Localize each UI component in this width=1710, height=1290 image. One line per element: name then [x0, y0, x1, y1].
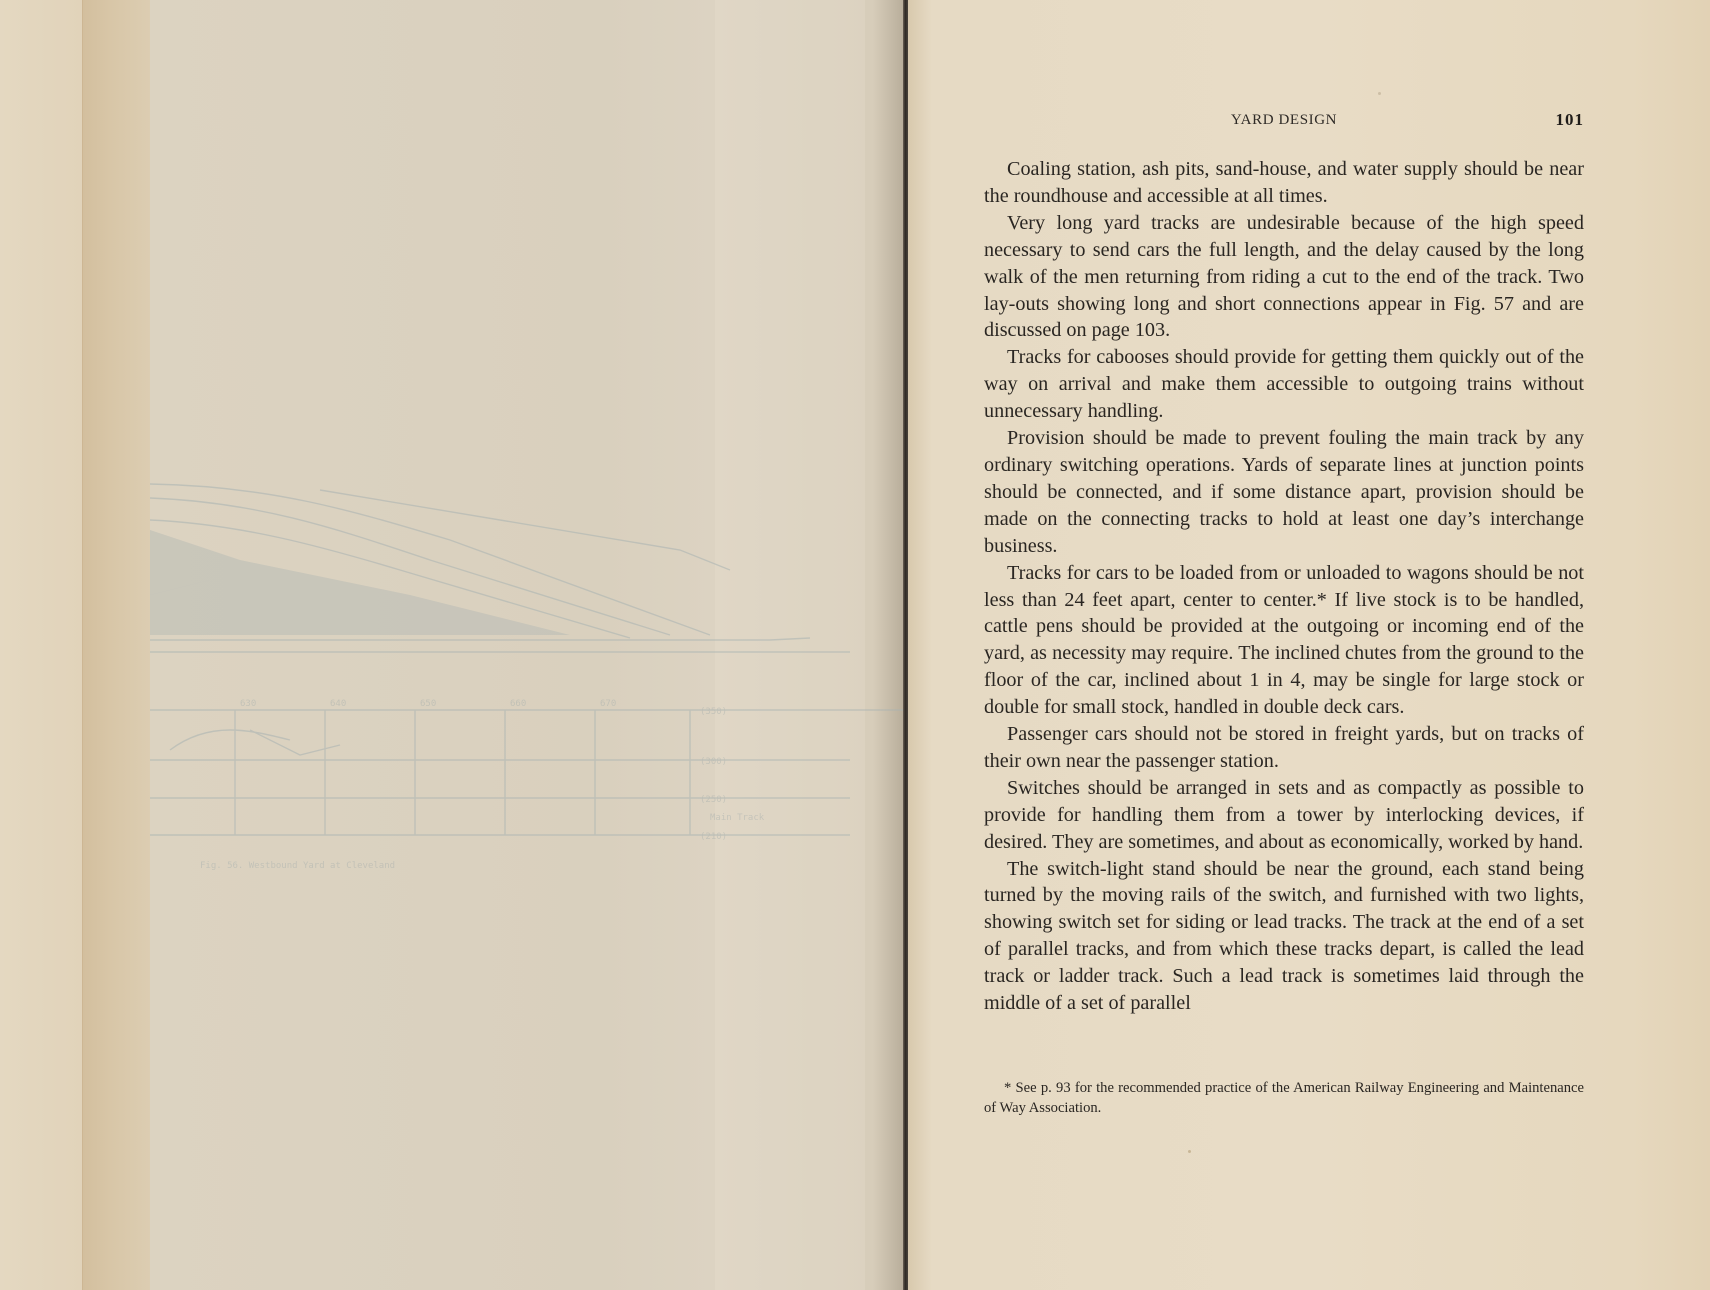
svg-text:(210): (210): [700, 832, 728, 842]
paragraph-passenger-cars: Passenger cars should not be stored in freight yards, but on tracks of their own near the passenger station.: [984, 723, 1584, 772]
chapter-title: YARD DESIGN: [1230, 112, 1338, 128]
paragraph-wagon-tracks: Tracks for cars to be loaded from or unloaded to wagons should be not less than 24 feet apart, center to center.* If live stock is to be handled, cattle pens should be provided at the outgoing or incoming end of the yard, as necessity may require. The inclined chutes from the ground to the floor of the car, inclined about 1 in 4, may be single for large stock or double for small stock, handled in double deck cars.: [984, 561, 1584, 719]
svg-text:630: 630: [240, 699, 257, 709]
paragraph-coaling-station: Coaling station, ash pits, sand-house, and water supply should be near the roundhouse and accessible at all times.: [984, 158, 1584, 207]
show-through-yard-diagram: [150, 420, 903, 880]
left-page-verso: [150, 0, 903, 1290]
paragraph-long-yard-tracks: Very long yard tracks are undesirable because of the high speed necessary to send cars the full length, and the delay caused by the long walk of the men returning from riding a cut to the end of the track. Two lay-outs showing long and short connections appear in Fig. 57 and are discussed on page 103.: [984, 211, 1584, 342]
svg-text:Main Track: Main Track: [710, 813, 765, 823]
svg-text:640: 640: [330, 699, 347, 709]
paragraph-switch-light-stand: The switch-light stand should be near the ground, each stand being turned by the moving rails of the switch, and furnished with two lights, showing switch set for siding or lead tracks. The track at the end of a set of parallel tracks, and from which these tracks depart, is called the lead track or ladder track. Such a lead track is sometimes laid through the middle of a set of parallel: [984, 857, 1584, 1015]
svg-text:660: 660: [510, 699, 527, 709]
running-head: [984, 110, 1584, 132]
footnote: [984, 1079, 1584, 1118]
paragraph-switches: Switches should be arranged in sets and as compactly as possible to provide for handling them from a tower by interlocking devices, if desired. They are sometimes, and about as economically, worked by hand.: [984, 776, 1584, 853]
svg-text:Fig. 56. Westbound Yard at Cle: Fig. 56. Westbound Yard at Cleveland: [200, 861, 396, 871]
svg-text:(250): (250): [700, 795, 728, 805]
right-page-recto: [908, 0, 1710, 1290]
page-edge-stack: [82, 0, 151, 1290]
paragraph-main-track-fouling: Provision should be made to prevent fouling the main track by any ordinary switching operations. Yards of separate lines at junction points should be connected, and if some distance apart, provision should be made on the connecting tracks to hold at least one day’s interchange business.: [984, 427, 1584, 557]
page-number: 101: [1555, 110, 1584, 129]
svg-text:(350): (350): [700, 707, 728, 717]
svg-text:(300): (300): [700, 757, 728, 767]
book-outer-margin: [0, 0, 82, 1290]
paragraph-caboose-tracks: Tracks for cabooses should provide for getting them quickly out of the way on arrival and make them accessible to outgoing trains without unnecessary handling.: [984, 346, 1584, 423]
svg-text:670: 670: [600, 699, 617, 709]
body-text: [984, 156, 1584, 1017]
paper-speck: [1188, 1150, 1191, 1153]
paper-speck: [1378, 92, 1381, 95]
footnote-text: * See p. 93 for the recommended practice of the American Railway Engineering and Maintenance of Way Association.: [984, 1080, 1584, 1116]
svg-text:650: 650: [420, 699, 437, 709]
